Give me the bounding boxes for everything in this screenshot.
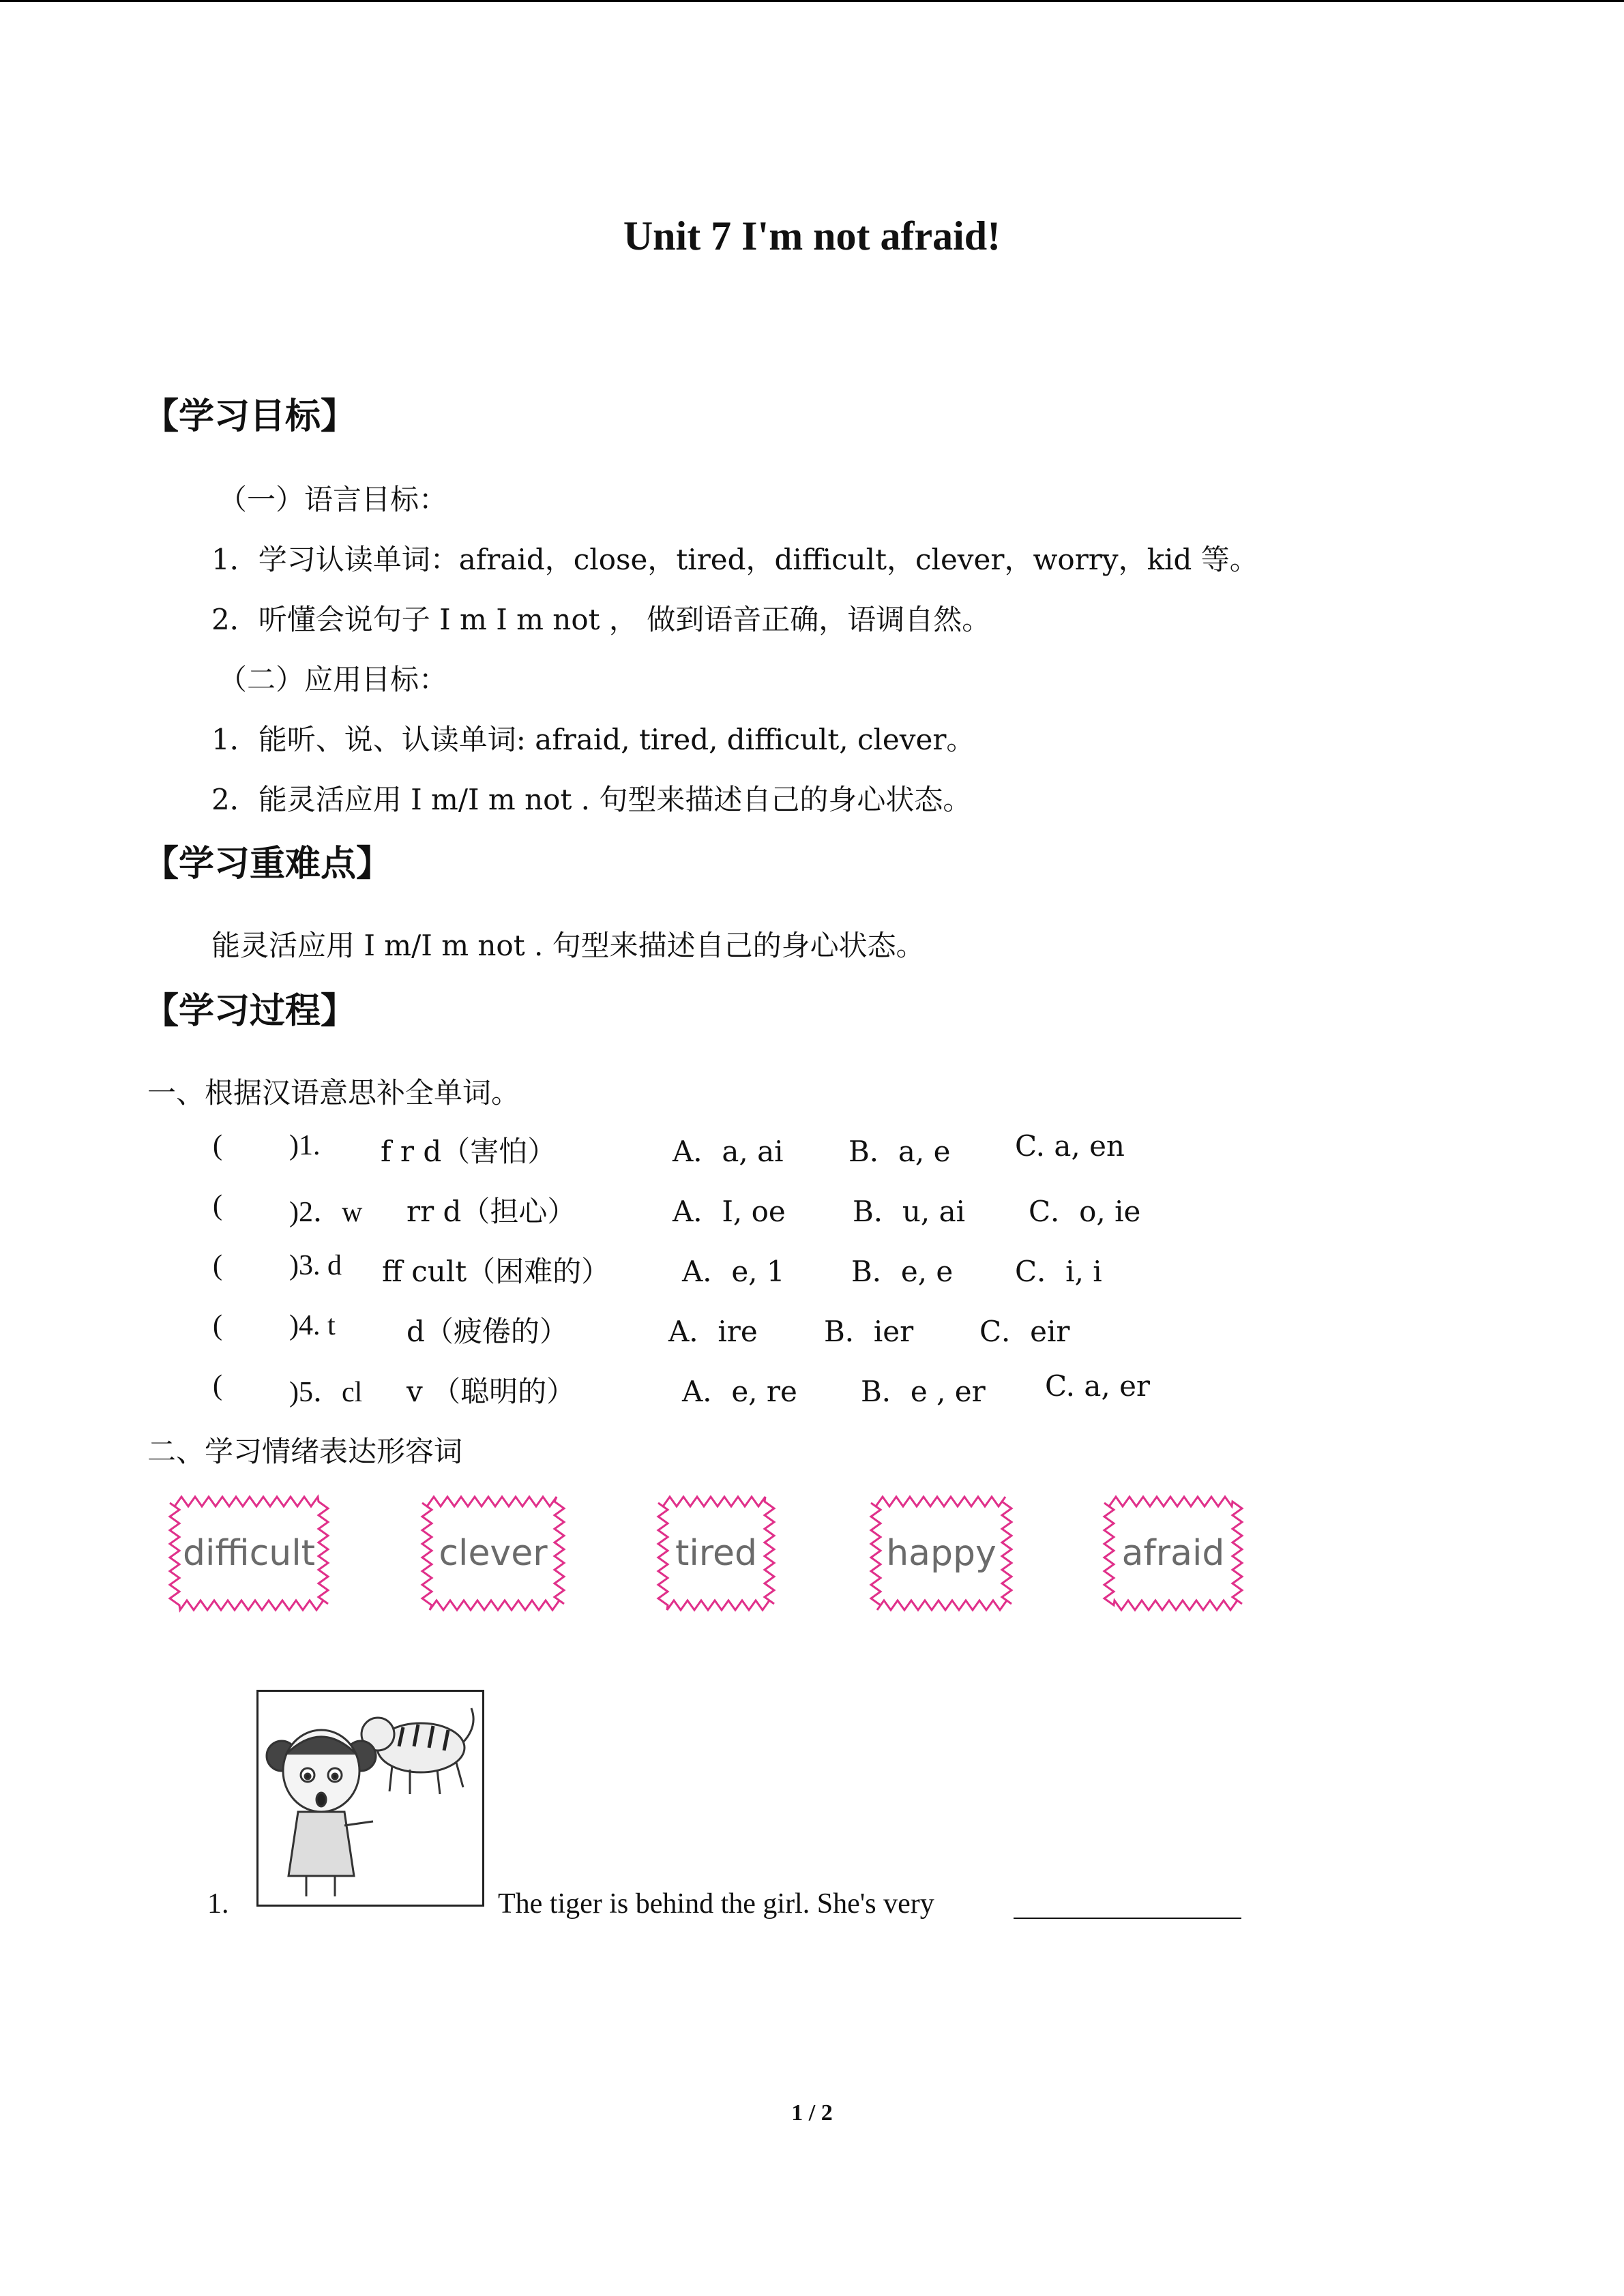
adjective-card	[165, 1492, 333, 1615]
process-heading: 【学习过程】	[143, 990, 357, 1032]
part2-title: 二、学习情绪表达形容词	[147, 1435, 463, 1468]
question-number: )2．w	[289, 1197, 363, 1228]
page-title: Unit 7 I'm not afraid!	[623, 213, 1001, 258]
answer-paren: (	[213, 1370, 222, 1401]
option-b: B．e, e	[851, 1255, 954, 1288]
question-word: rr d（担心）	[407, 1195, 576, 1228]
exercise-number: 1.	[207, 1888, 229, 1920]
option-b: B．a, e	[848, 1135, 951, 1168]
adjective-word: tired	[675, 1533, 758, 1574]
question-number: )4. t	[289, 1310, 336, 1341]
lang-goal-label: （一）语言目标：	[218, 483, 448, 516]
answer-paren: (	[213, 1190, 222, 1221]
answer-paren: (	[213, 1310, 222, 1341]
part1-title: 一、根据汉语意思补全单词。	[147, 1076, 520, 1109]
option-c: C．eir	[979, 1315, 1070, 1348]
adjective-word: clever	[439, 1533, 548, 1574]
adjective-card	[1099, 1492, 1247, 1615]
question-row	[0, 1249, 1624, 1290]
app-goal-1: 1．能听、说、认读单词: afraid, tired, difficult, clever。	[211, 723, 975, 756]
question-word: f r d（害怕）	[381, 1135, 557, 1168]
option-a: A．I, oe	[673, 1195, 786, 1228]
page-number: 1 / 2	[791, 2100, 833, 2126]
question-word: d（疲倦的）	[407, 1315, 568, 1348]
option-b: B．e , er	[861, 1375, 986, 1408]
option-a: A．ire	[668, 1315, 758, 1348]
lang-goal-2: 2．听懂会说句子 I m I m not ， 做到语音正确，语调自然。	[211, 603, 991, 636]
question-number: )5．cl	[289, 1377, 363, 1408]
question-number: )1.	[289, 1130, 321, 1161]
top-border	[0, 0, 1624, 2]
option-c: C. a, er	[1045, 1369, 1151, 1403]
girl-tiger-icon	[259, 1692, 482, 1905]
question-word: v （聪明的）	[407, 1375, 576, 1408]
option-b: B．u, ai	[853, 1195, 966, 1228]
adjective-cards	[0, 1492, 1624, 1615]
app-goal-label: （二）应用目标：	[218, 663, 448, 696]
adjective-card	[866, 1492, 1016, 1615]
question-number: )3. d	[289, 1250, 342, 1281]
option-a: A．e, re	[682, 1375, 797, 1408]
question-row	[0, 1129, 1624, 1170]
option-c: C．i, i	[1015, 1255, 1102, 1288]
adjective-word: difficult	[182, 1533, 316, 1574]
girl-and-tiger-illustration	[256, 1690, 484, 1907]
adjective-word: happy	[886, 1533, 996, 1574]
option-c: C. a, en	[1015, 1129, 1125, 1163]
question-row	[0, 1369, 1624, 1410]
answer-paren: (	[213, 1130, 222, 1161]
option-c: C．o, ie	[1029, 1195, 1141, 1228]
lang-goal-1: 1．学习认读单词：afraid，close，tired，difficult，clever，worry，kid 等。	[211, 543, 1258, 576]
exercise-sentence: The tiger is behind the girl. She's very	[498, 1888, 934, 1920]
question-row	[0, 1189, 1624, 1230]
key-points-text: 能灵活应用 I m/I m not . 句型来描述自己的身心状态。	[211, 929, 925, 962]
option-a: A．a, ai	[673, 1135, 784, 1168]
goals-heading: 【学习目标】	[143, 396, 357, 437]
answer-blank-line[interactable]	[1014, 1918, 1241, 1919]
app-goal-2: 2．能灵活应用 I m/I m not . 句型来描述自己的身心状态。	[211, 783, 972, 816]
key-points-heading: 【学习重难点】	[143, 843, 392, 884]
adjective-word: afraid	[1121, 1533, 1225, 1574]
option-a: A．e, 1	[682, 1255, 785, 1288]
adjective-card	[417, 1492, 569, 1615]
question-row	[0, 1309, 1624, 1350]
question-word: ff cult（困难的）	[382, 1255, 610, 1288]
answer-paren: (	[213, 1250, 222, 1281]
adjective-card	[653, 1492, 779, 1615]
option-b: B．ier	[824, 1315, 914, 1348]
